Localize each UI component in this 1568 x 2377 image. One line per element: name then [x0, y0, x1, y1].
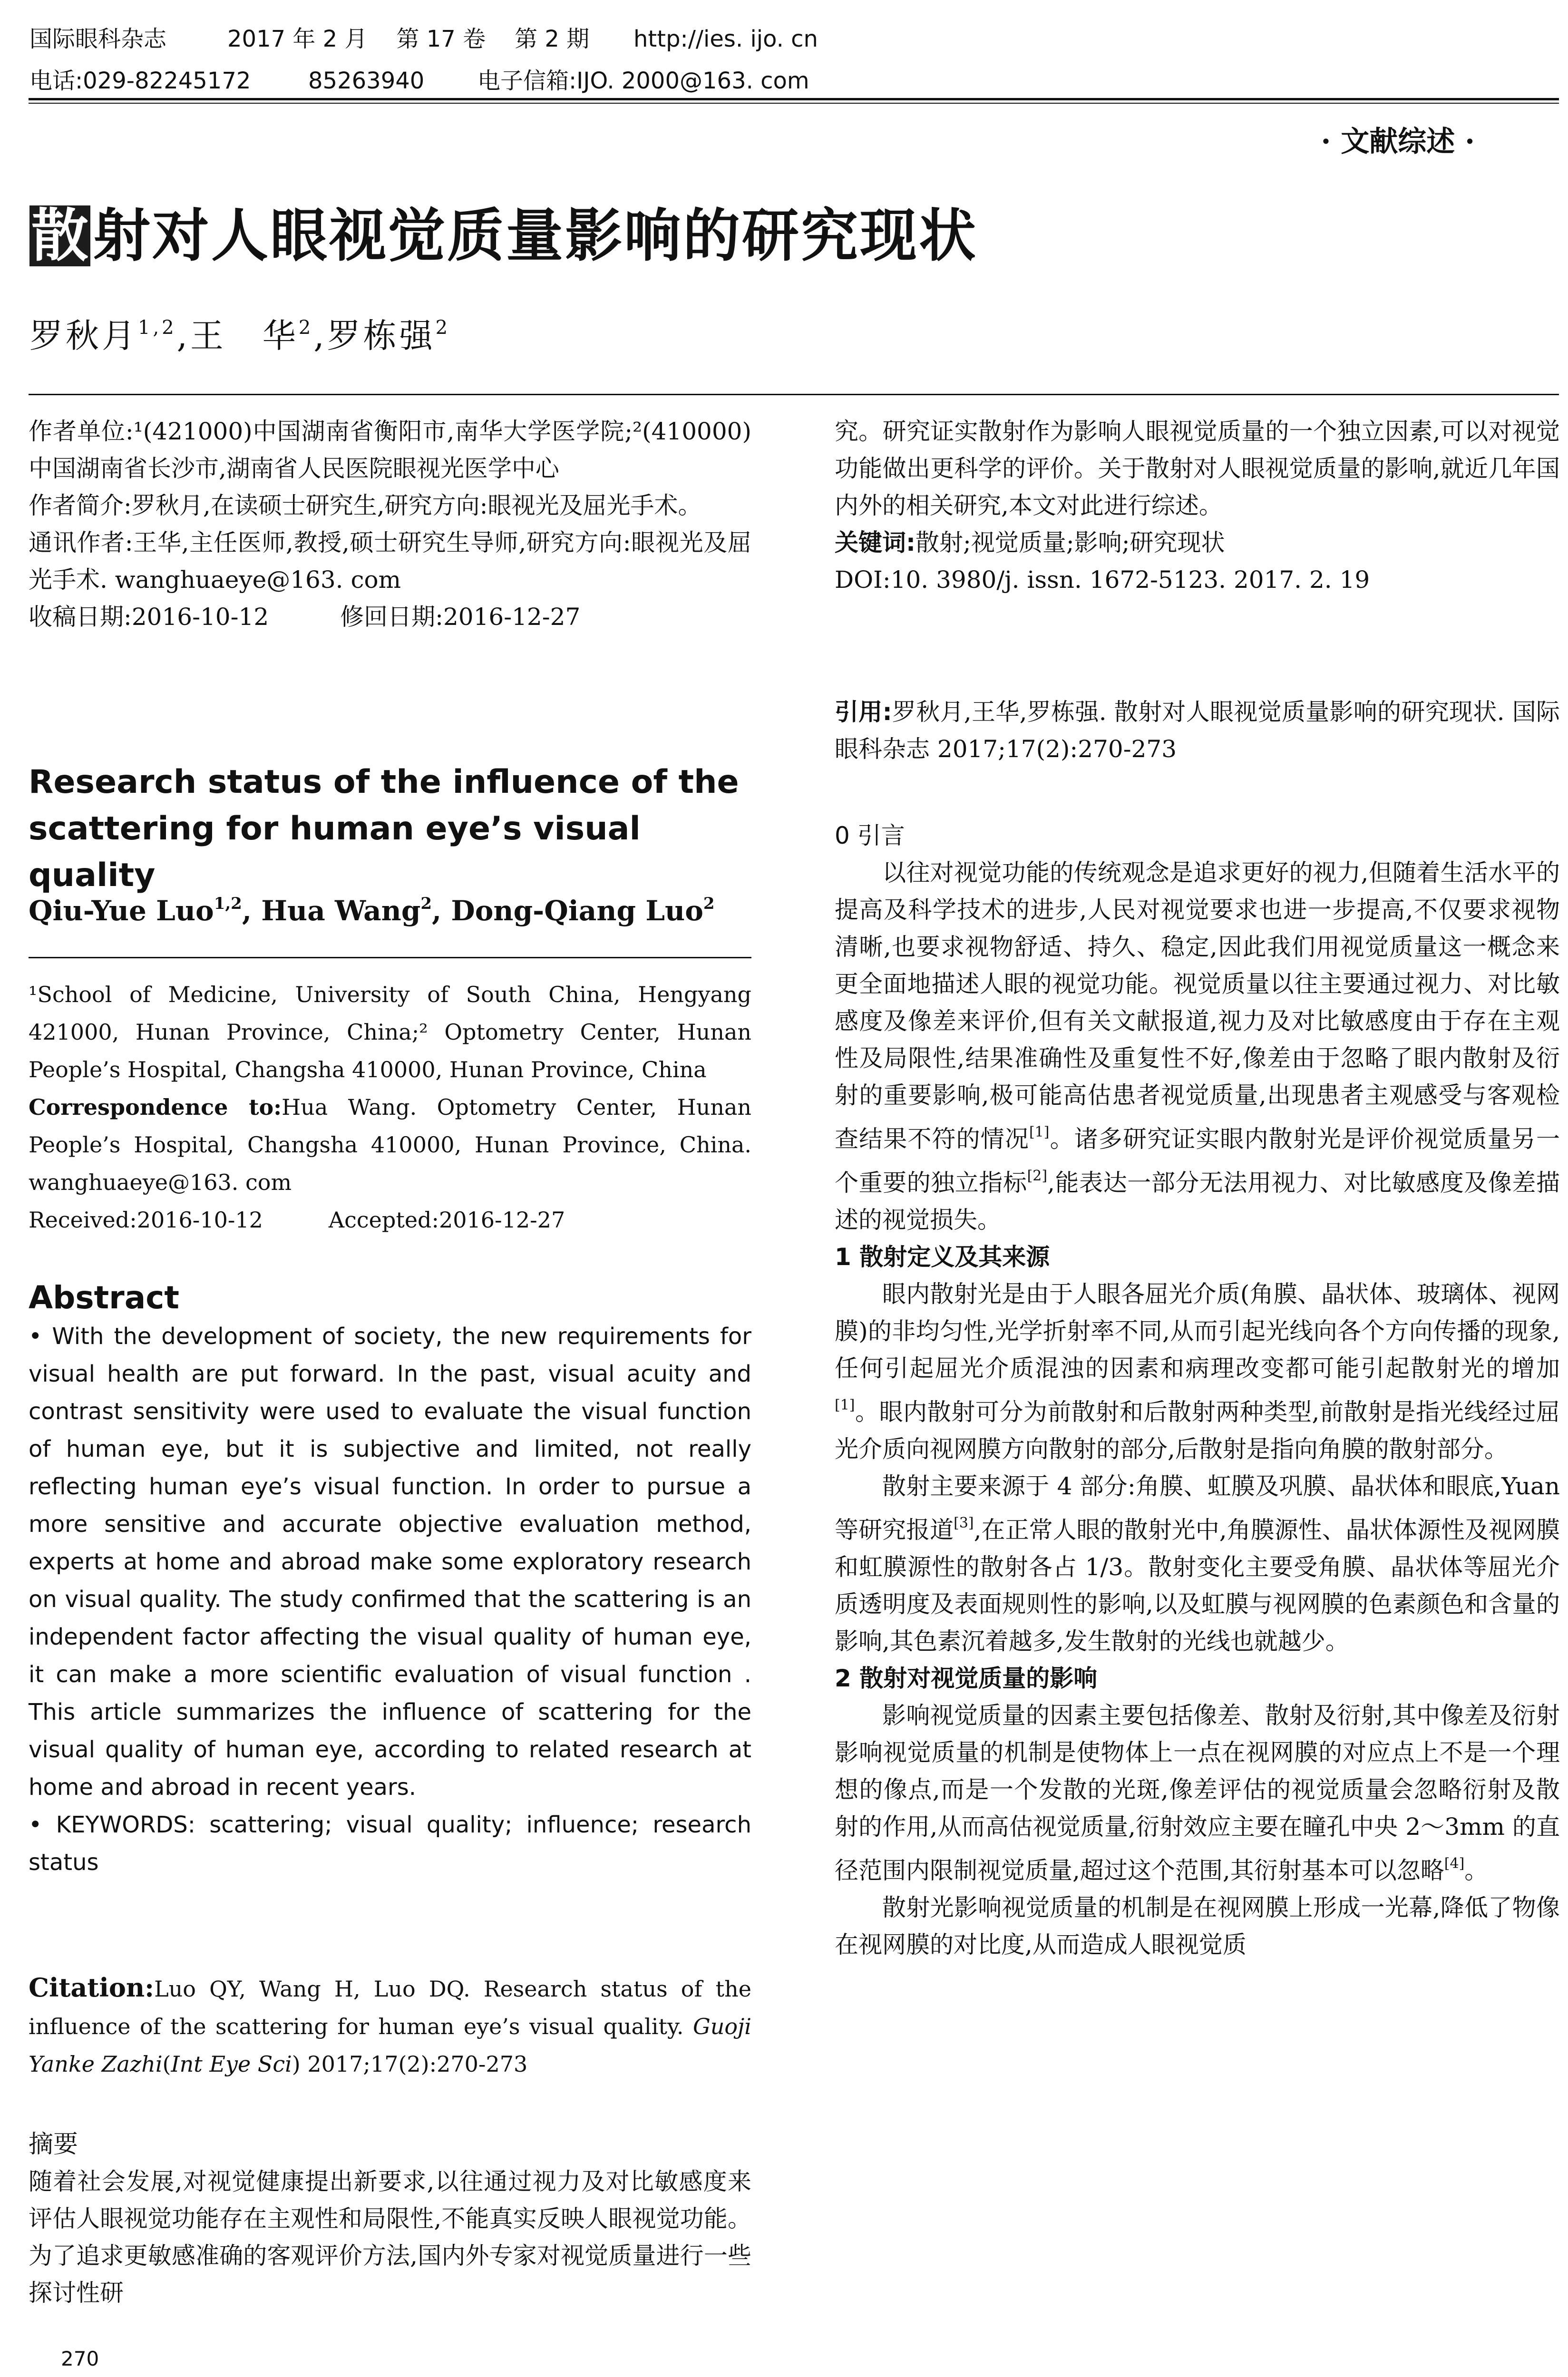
affiliation-cn: 作者单位:¹(421000)中国湖南省衡阳市,南华大学医学院;²(410000)中国湖南省长沙市,湖南省人民医院眼视光医学中心	[29, 418, 751, 482]
abstract-cn-continued: 究。研究证实散射作为影响人眼视觉质量的一个独立因素,可以对视觉功能做出更科学的评价。关于散射对人眼视觉质量的影响,就近几年国内外的相关研究,本文对此进行综述。	[835, 418, 1560, 519]
section-0-heading: 0 引言	[835, 822, 905, 849]
section-2-heading: 2 散射对视觉质量的影响	[835, 1665, 1098, 1692]
dates-cn: 收稿日期:2016-10-12 修回日期:2016-12-27	[29, 603, 581, 631]
citation-cn: 引用:罗秋月,王华,罗栋强. 散射对人眼视觉质量影响的研究现状. 国际眼科杂志 2017;17(2):270-273	[835, 698, 1560, 763]
journal-email[interactable]: 电子信箱:IJO. 2000@163. com	[477, 68, 809, 94]
title-text: 射对人眼视觉质量影响的研究现状	[93, 202, 978, 269]
english-title-block	[29, 759, 751, 899]
section-0-paragraph: 以往对视觉功能的传统观念是追求更好的视力,但随着生活水平的提高及科学技术的进步,人民对视觉要求也进一步提高,不仅要求视物清晰,也要求视物舒适、持久、稳定,因此我们用视觉质量这一概念来更全面地描述人眼的视觉功能。视觉质量以往主要通过视力、对比敏感度及像差来评价,但有关文献报道,视力及对比敏感度由于存在主观性及局限性,结果准确性及重复性不好,像差由于忽略了眼内散射及衍射的重要影响,极可能高估患者视觉质量,出现患者主观感受与客观检查结果不符的情况[1]。诸多研究证实眼内散射光是评价视觉质量另一个重要的独立指标[2],能表达一部分无法用视力、对比敏感度及像差描述的视觉损失。	[835, 859, 1560, 1234]
phone-2: 85263940	[308, 68, 425, 94]
title-rule	[29, 394, 1559, 395]
phone-1: 电话:029-82245172	[29, 68, 251, 94]
abstract-cn-heading: 摘要	[29, 2130, 78, 2159]
section-2-paragraph-2: 散射光影响视觉质量的机制是在视网膜上形成一光幕,降低了物像在视网膜的对比度,从而造成人眼视觉质	[835, 1894, 1560, 1958]
page-number: 270	[61, 2347, 99, 2370]
authors-en: Qiu-Yue Luo$^{1,2}$, Hua Wang$^2$, Dong-Qiang Luo$^2$	[29, 894, 715, 927]
abstract-cn-block	[29, 2126, 751, 2311]
body-text	[835, 817, 1560, 1963]
author-bio-cn: 作者简介:罗秋月,在读硕士研究生,研究方向:眼视光及屈光手术。	[29, 492, 702, 519]
abstract-en-text: • With the development of society, the new requirements for visual health are put forward. In the past, visual acuity and contrast sensitivity were used to evaluate the visual function of human eye, but it is subjective and limited, not really reflecting human eye’s visual function. In order to pursue a more sensitive and accurate objective evaluation method, experts at home and abroad make some exploratory research on visual quality. The study confirmed that the scattering is an independent factor affecting the visual quality of human eye, it can make a more scientific evaluation of visual function . This article summarizes the influence of scattering for the visual quality of human eye, according to related research at home and abroad in recent years.	[29, 1323, 751, 1801]
title-drop-char: 散	[29, 205, 90, 266]
title-en: Research status of the influence of the scattering for human eye’s visual quality	[29, 763, 739, 894]
citation-en: Citation:Luo QY, Wang H, Luo DQ. Research status of the influence of the scattering for human eye’s visual quality. Guoji Yanke Zazhi(Int Eye Sci) 2017;17(2):270-273	[29, 1972, 751, 2077]
issue-info: 2017 年 2 月 第 17 卷 第 2 期	[227, 26, 590, 52]
keywords-en: • KEYWORDS: scattering; visual quality; influence; research status	[29, 1812, 751, 1876]
authors-cn: 罗秋月$^{1,2}$,王 华$^2$,罗栋强$^2$	[29, 316, 451, 355]
abstract-cn-text: 随着社会发展,对视觉健康提出新要求,以往通过视力及对比敏感度来评估人眼视觉功能存在主观性和局限性,不能真实反映人眼视觉功能。为了追求更敏感准确的客观评价方法,国内外专家对视觉质量进行一些探讨性研	[29, 2168, 751, 2307]
section-2-paragraph-1: 影响视觉质量的因素主要包括像差、散射及衍射,其中像差及衍射影响视觉质量的机制是使物体上一点在视网膜的对应点上不是一个理想的像点,而是一个发散的光斑,像差评估的视觉质量会忽略衍射及散射的作用,从而高估视觉质量,衍射效应主要在瞳孔中央 2～3mm 的直径范围内限制视觉质量,超过这个范围,其衍射基本可以忽略[4]。	[835, 1702, 1560, 1884]
journal-name: 国际眼科杂志	[29, 26, 167, 52]
section-tag: · 文献综述 ·	[1321, 125, 1475, 158]
paper-title	[29, 202, 978, 269]
header-rule-thin	[29, 103, 1559, 104]
authors-en-rule	[29, 957, 751, 958]
correspondence-en: Correspondence to:Hua Wang. Optometry Center, Hunan People’s Hospital, Changsha 410000, Hunan Province, China. wanghuaeye@163. com	[29, 1094, 751, 1195]
correspondence-cn: 通讯作者:王华,主任医师,教授,硕士研究生导师,研究方向:眼视光及屈光手术. wanghuaeye@163. com	[29, 529, 751, 594]
section-1-paragraph-2: 散射主要来源于 4 部分:角膜、虹膜及巩膜、晶状体和眼底,Yuan 等研究报道[3],在正常人眼的散射光中,角膜源性、晶状体源性及视网膜和虹膜源性的散射各占 1/3。散射变化主要受角膜、晶状体等屈光介质透明度及表面规则性的影响,以及虹膜与视网膜的色素颜色和含量的影响,其色素沉着越多,发生散射的光线也就越少。	[835, 1472, 1560, 1655]
abstract-heading: Abstract	[29, 1279, 179, 1316]
header-rule-thick	[29, 98, 1559, 100]
affiliation-en: ¹School of Medicine, University of South China, Hengyang 421000, Hunan Province, China;² Optometry Center, Hunan People’s Hospital, Changsha 410000, Hunan Province, China	[29, 982, 751, 1082]
abstract-en-block	[29, 1279, 751, 1881]
right-column-top	[835, 413, 1560, 598]
journal-url[interactable]: http://ies. ijo. cn	[633, 26, 818, 52]
english-meta	[29, 976, 751, 1239]
left-column	[29, 413, 751, 635]
section-1-heading: 1 散射定义及其来源	[835, 1243, 1050, 1271]
keywords-cn: 关键词:散射;视觉质量;影响;研究现状	[835, 529, 1225, 556]
doi[interactable]: DOI:10. 3980/j. issn. 1672-5123. 2017. 2. 19	[835, 566, 1370, 594]
section-1-paragraph-1: 眼内散射光是由于人眼各屈光介质(角膜、晶状体、玻璃体、视网膜)的非均匀性,光学折射率不同,从而引起光线向各个方向传播的现象,任何引起屈光介质混浊的因素和病理改变都可能引起散射光的增加[1]。眼内散射可分为前散射和后散射两种类型,前散射是指光线经过屈光介质向视网膜方向散射的部分,后散射是指向角膜的散射部分。	[835, 1280, 1560, 1463]
dates-en: Received:2016-10-12 Accepted:2016-12-27	[29, 1207, 565, 1233]
